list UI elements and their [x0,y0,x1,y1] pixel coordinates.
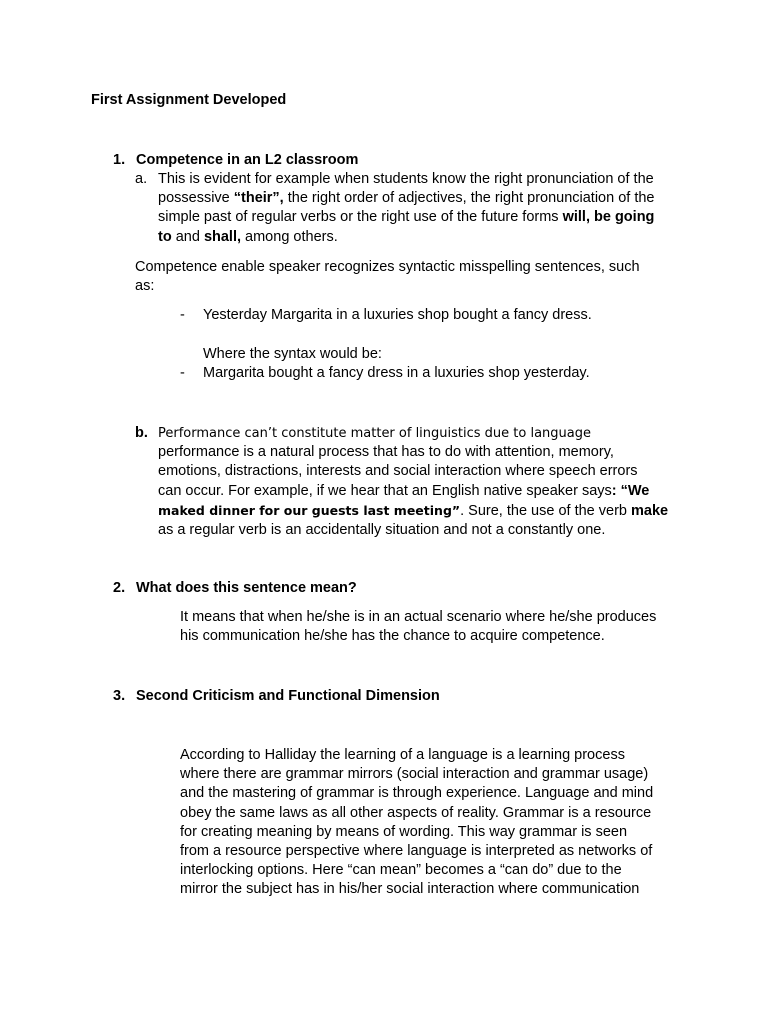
example-sentence: Yesterday Margarita in a luxuries shop bought a fancy dress. [203,307,592,323]
section-1-heading [113,151,358,170]
syntax-intro: Where the syntax would be: [203,346,382,362]
section-3-number: 3. [113,688,126,704]
section-2-heading [113,579,357,598]
page-title: First Assignment Developed [91,92,287,108]
section-3-paragraph [180,746,653,900]
corrected-bullet: - [180,365,185,381]
section-3-title: Second Criticism and Functional Dimension [136,688,440,704]
section-2-line: It means that when he/she is in an actual scenario where he/she produces [180,609,657,625]
competence-line: Competence enable speaker recognizes syntactic misspelling sentences, such [135,259,640,275]
section-3-line: mirror the subject has in his/her social interaction where communication [180,881,640,898]
item-b-line: Performance can’t constitute matter of linguistics due to language [158,426,592,441]
section-3-line: and the mastering of grammar is through experience. Language and mind [180,785,654,802]
competence-paragraph [135,258,640,296]
section-2-line: his communication he/she has the chance to acquire competence. [180,628,605,645]
example-bullet: - [180,307,185,323]
item-a-line: This is evident for example when students know the right pronunciation of the [158,171,654,187]
section-3-line: from a resource perspective where language is interpreted as networks of [180,843,653,860]
section-2-paragraph [180,608,656,646]
section-2-title: What does this sentence mean? [136,580,357,596]
section-3-line: for creating meaning by means of wording. This way grammar is seen [180,823,628,840]
competence-line: as: [135,278,155,295]
section-3-line: obey the same laws as all other aspects of reality. Grammar is a resource [180,804,652,821]
item-b-line: performance is a natural process that has to do with attention, memory, [158,444,614,461]
section-3-line: According to Halliday the learning of a language is a learning process [180,747,625,763]
item-a-line: possessive “their”, the right order of adjectives, the right pronunciation of the [158,190,655,207]
item-b-line: can occur. For example, if we hear that an English native speaker says: “We [158,482,650,499]
section-2-number: 2. [113,580,126,596]
section-1-number: 1. [113,152,126,168]
section-3-line: where there are grammar mirrors (social interaction and grammar usage) [180,766,649,783]
item-b-paragraph [158,424,668,540]
item-b-line: emotions, distractions, interests and social interaction where speech errors [158,463,638,480]
section-3-heading [113,687,440,706]
item-a-line: to and shall, among others. [158,228,338,245]
item-a-letter: a. [135,171,148,187]
section-1-title: Competence in an L2 classroom [136,152,359,168]
item-a-paragraph [158,170,655,247]
section-3-line: interlocking options. Here “can mean” becomes a “can do” due to the [180,862,622,879]
item-b-line: as a regular verb is an accidentally situation and not a constantly one. [158,522,606,539]
corrected-sentence: Margarita bought a fancy dress in a luxuries shop yesterday. [203,365,590,381]
item-b-line: maked dinner for our guests last meeting”. Sure, the use of the verb make [158,502,669,519]
item-b-letter: b. [135,425,148,441]
item-a-line: simple past of regular verbs or the right use of the future forms will, be going [158,209,655,226]
